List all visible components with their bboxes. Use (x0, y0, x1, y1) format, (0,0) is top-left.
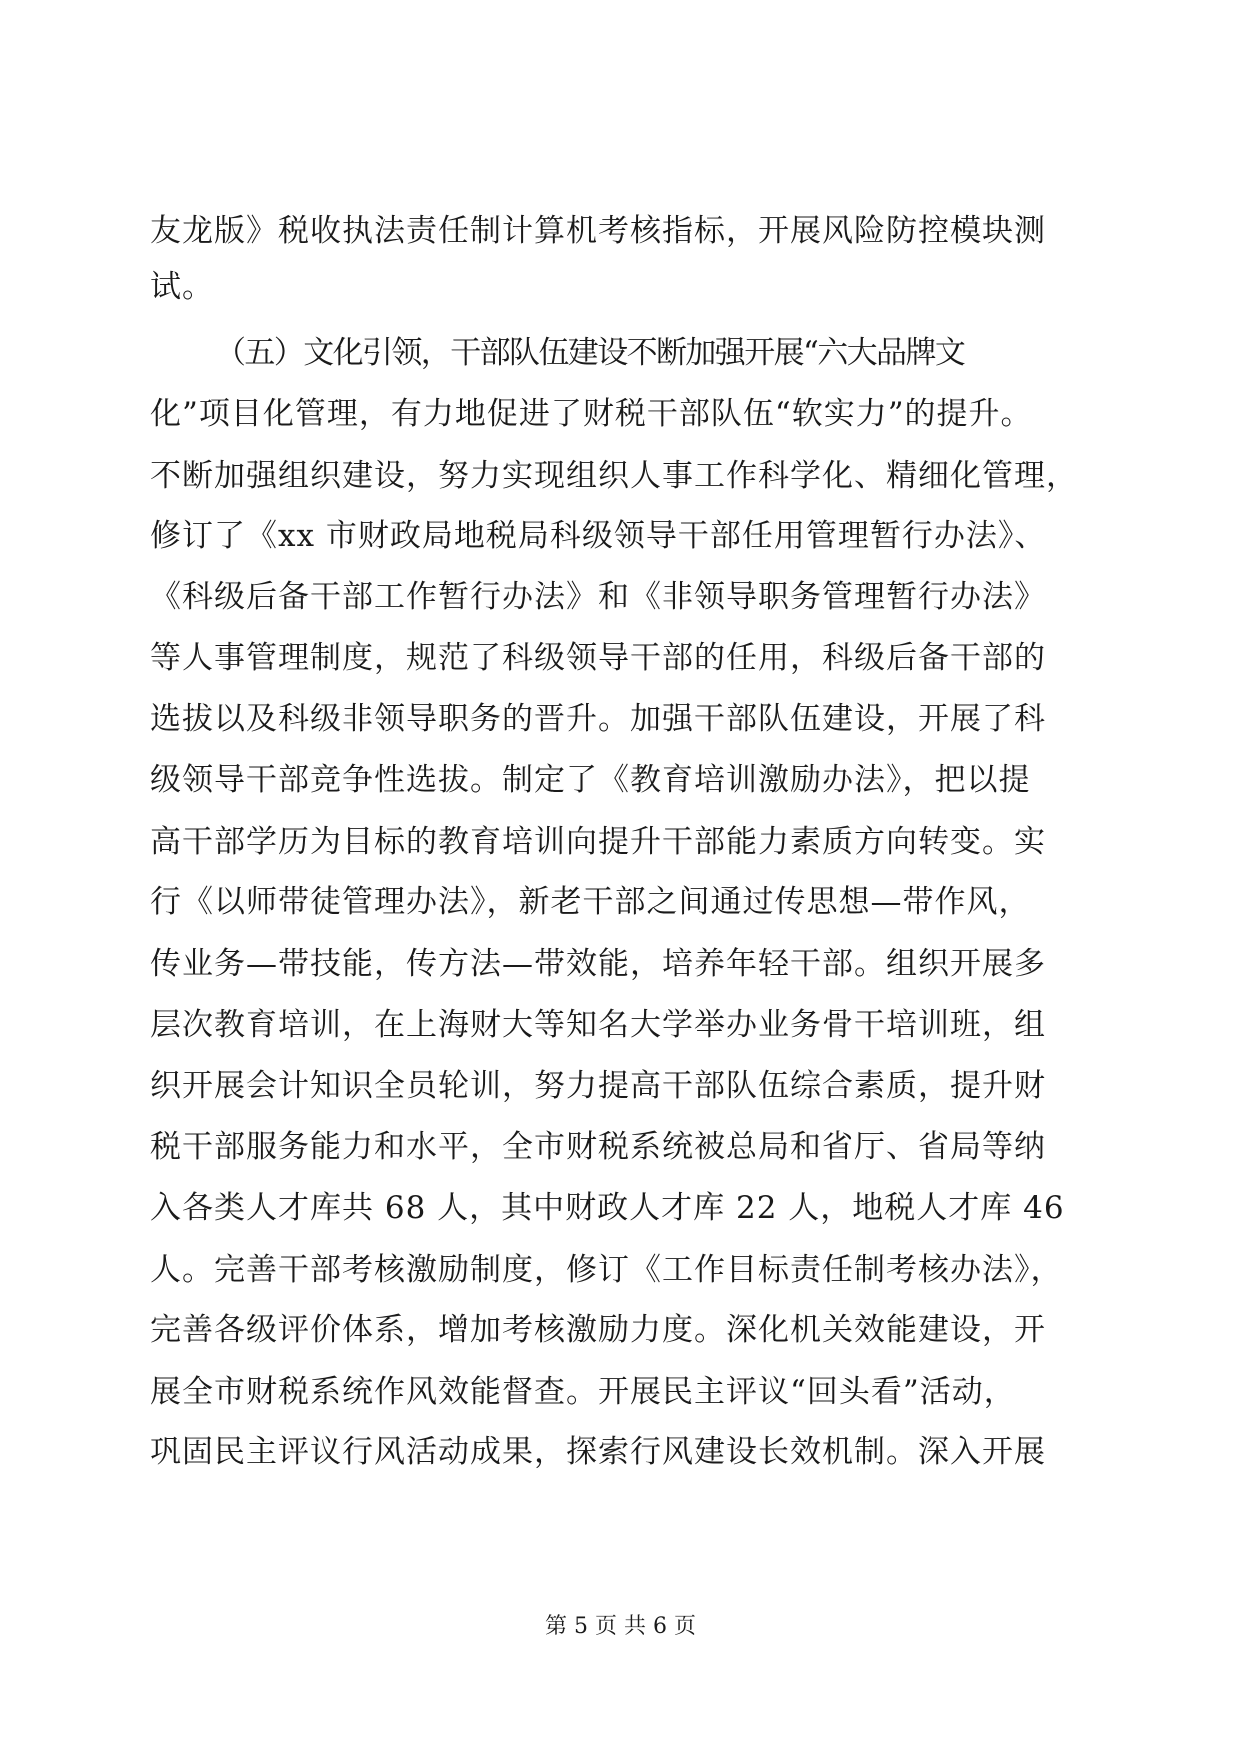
body-line: 传业务—带技能，传方法—带效能，培养年轻干部。组织开展多 (150, 946, 1046, 982)
body-line: 层次教育培训，在上海财大等知名大学举办业务骨干培训班，组 (150, 1007, 1046, 1043)
body-line: 入各类人才库共 68 人，其中财政人才库 22 人，地税人才库 46 (150, 1190, 1065, 1226)
page-number-footer: 第 5 页 共 6 页 (545, 1614, 696, 1639)
body-line: 化”项目化管理，有力地促进了财税干部队伍“软实力”的提升。 (150, 396, 1033, 432)
body-line: 级领导干部竞争性选拔。制定了《教育培训激励办法》，把以提 (150, 762, 1031, 798)
body-line: 不断加强组织建设，努力实现组织人事工作科学化、精细化管理， (150, 458, 1078, 494)
body-line: 友龙版》税收执法责任制计算机考核指标，开展风险防控模块测 (150, 213, 1046, 249)
body-line: 织开展会计知识全员轮训，努力提高干部队伍综合素质，提升财 (150, 1068, 1046, 1104)
body-line: 《科级后备干部工作暂行办法》和《非领导职务管理暂行办法》 (150, 579, 1046, 615)
body-line: 巩固民主评议行风活动成果，探索行风建设长效机制。深入开展 (150, 1434, 1046, 1470)
body-line: 等人事管理制度，规范了科级领导干部的任用，科级后备干部的 (150, 640, 1046, 676)
body-line: 修订了《xx 市财政局地税局科级领导干部任用管理暂行办法》、 (150, 518, 1047, 554)
body-line: 高干部学历为目标的教育培训向提升干部能力素质方向转变。实 (150, 824, 1046, 860)
body-line: 行《以师带徒管理办法》，新老干部之间通过传思想—带作风， (150, 884, 1031, 920)
body-line: 试。 (150, 269, 214, 305)
body-line: 完善各级评价体系，增加考核激励力度。深化机关效能建设，开 (150, 1312, 1046, 1348)
body-line: 选拔以及科级非领导职务的晋升。加强干部队伍建设，开展了科 (150, 701, 1046, 737)
section-heading-line: （五）文化引领，干部队伍建设不断加强开展“六大品牌文 (215, 335, 965, 371)
body-line: 税干部服务能力和水平，全市财税系统被总局和省厅、省局等纳 (150, 1129, 1046, 1165)
body-line: 展全市财税系统作风效能督查。开展民主评议“回头看”活动， (150, 1374, 1016, 1410)
body-line: 人。完善干部考核激励制度，修订《工作目标责任制考核办法》， (150, 1252, 1063, 1288)
